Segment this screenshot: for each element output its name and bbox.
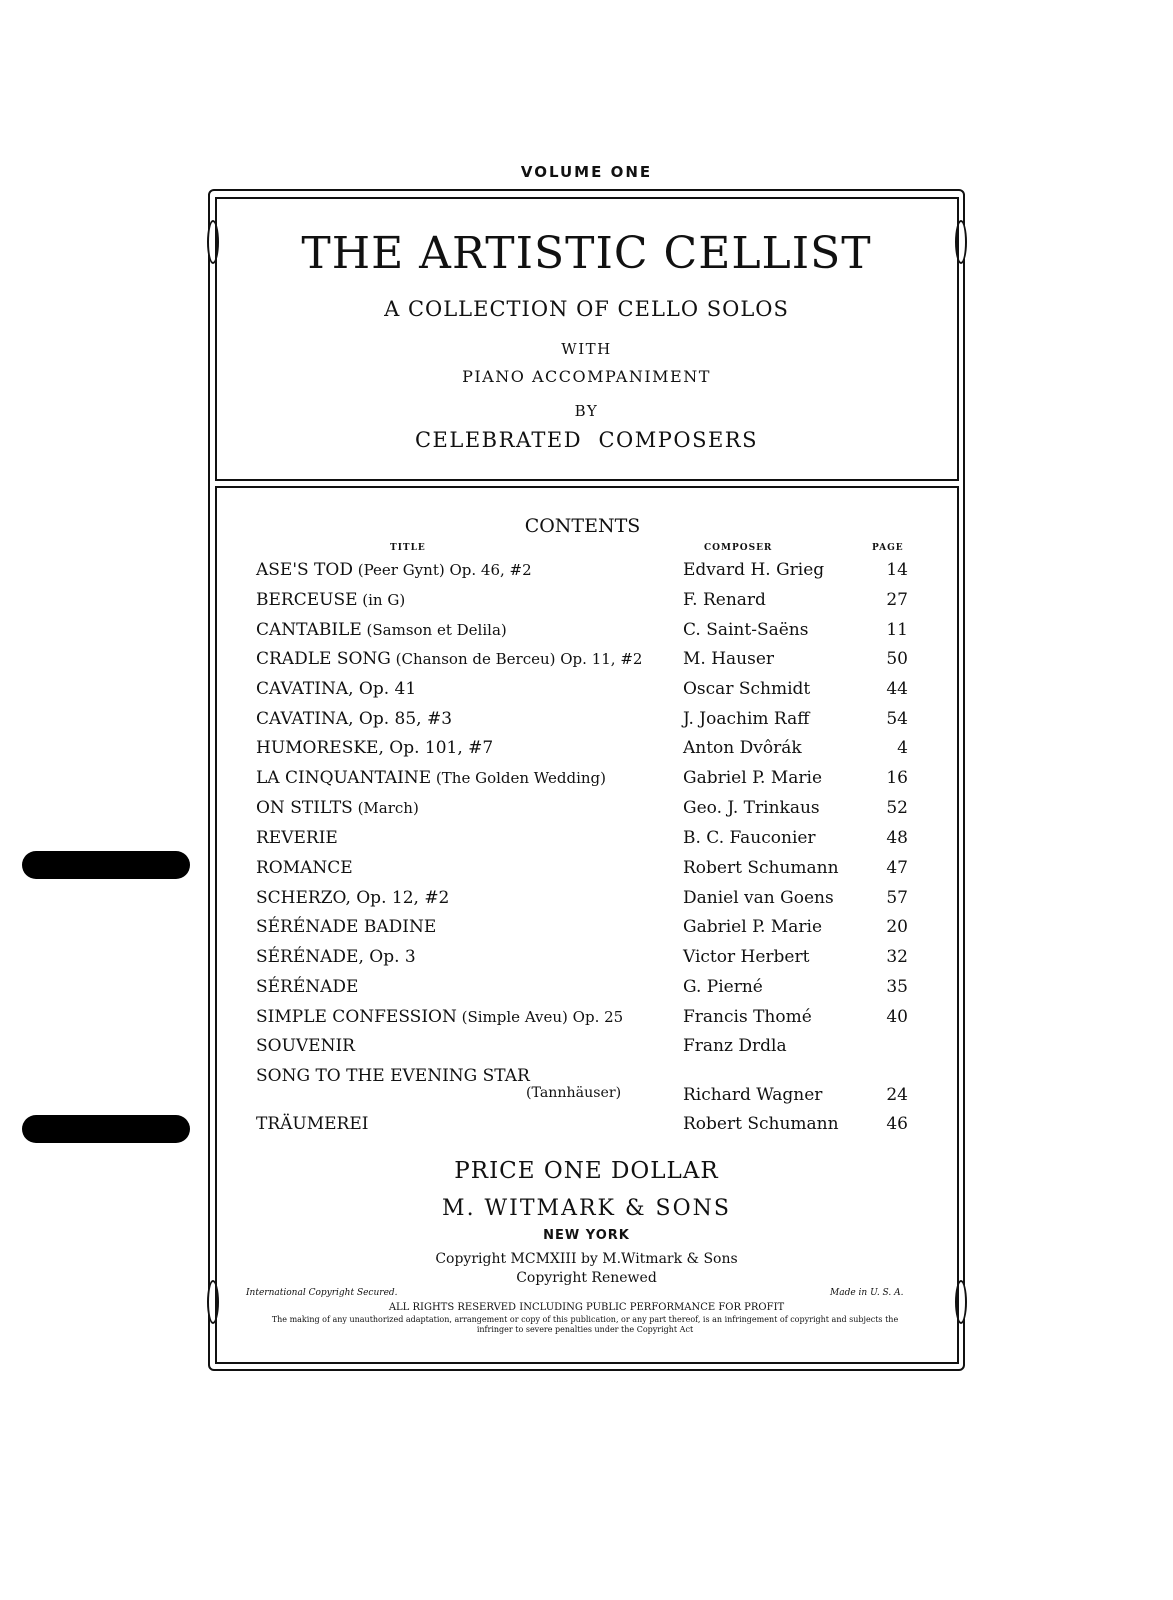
title-subtitle: (Tannhäuser) [526,1085,622,1101]
row-composer: Robert Schumann [683,858,839,878]
title-text: SONG TO THE EVENING STAR [256,1066,530,1086]
row-page: 47 [886,858,908,878]
row-page: 32 [886,947,908,967]
row-composer: Robert Schumann [683,1114,839,1134]
row-title [256,738,493,758]
row-title [256,768,606,788]
row-title [256,977,358,997]
title-text: LA CINQUANTAINE [256,768,432,788]
row-title [256,709,452,729]
contents-row [256,1007,916,1035]
book-subtitle: A COLLECTION OF CELLO SOLOS [384,297,789,321]
copyright-renewed: Copyright Renewed [516,1270,657,1286]
row-composer: B. C. Fauconier [683,828,816,848]
row-page: 44 [886,679,908,699]
row-page: 27 [886,590,908,610]
row-title [256,947,416,967]
contents-heading: CONTENTS [524,515,641,537]
title-text: SIMPLE CONFESSION [256,1007,457,1027]
contents-row [256,947,916,975]
row-composer: Daniel van Goens [683,888,834,908]
contents-row [256,1036,916,1064]
row-page: 50 [886,649,908,669]
row-title [256,828,338,848]
row-page: 16 [886,768,908,788]
title-text: SCHERZO, Op. 12, #2 [256,888,450,908]
title-subtitle: (in G) [357,591,406,609]
row-title [256,560,532,580]
row-composer: Gabriel P. Marie [683,917,823,937]
copyright-line: Copyright MCMXIII by M.Witmark & Sons [435,1251,738,1267]
contents-row [256,888,916,916]
row-composer: Francis Thomé [683,1007,812,1027]
composers-text: CELEBRATED COMPOSERS [414,428,758,452]
row-title [256,649,642,669]
row-page: 57 [886,888,908,908]
contents-row [256,828,916,856]
row-title [256,798,419,818]
title-subtitle: (Samson et Delila) [361,621,507,639]
redaction-bar [22,1115,190,1143]
title-text: HUMORESKE, Op. 101, #7 [256,738,494,758]
by-text: BY [574,402,599,420]
row-page: 54 [886,709,908,729]
row-page: 40 [886,1007,908,1027]
volume-label: VOLUME ONE [520,163,653,181]
column-header-page: PAGE [872,543,904,553]
row-composer: Victor Herbert [683,947,810,967]
contents-row [256,679,916,707]
title-text: SOUVENIR [256,1036,355,1056]
row-composer: Richard Wagner [683,1085,823,1105]
title-text: ON STILTS [256,798,353,818]
price: PRICE ONE DOLLAR [454,1158,719,1184]
row-composer: Gabriel P. Marie [683,768,823,788]
title-text: CANTABILE [256,620,362,640]
title-subtitle: (Simple Aveu) Op. 25 [456,1008,624,1026]
row-composer: Franz Drdla [683,1036,787,1056]
row-composer: J. Joachim Raff [683,709,810,729]
contents-row [256,738,916,766]
international-copyright: International Copyright Secured. [246,1288,398,1298]
with-text: WITH [561,340,612,358]
row-title [256,917,436,937]
contents-row [256,768,916,796]
row-title [256,679,416,699]
row-page: 14 [886,560,908,580]
legal-notice: The making of any unauthorized adaptation, arrangement or copy of this publication, or any part thereof, is an infringement of copyright and subjects the infringer to severe penalties under the Copyright Act [271,1315,899,1334]
title-text: SÉRÉNADE, Op. 3 [256,947,416,967]
row-page: 11 [886,620,908,640]
contents-row [256,1066,916,1105]
contents-row [256,620,916,648]
made-in-usa: Made in U. S. A. [830,1288,904,1298]
row-title [256,620,507,640]
row-title [256,1007,623,1027]
contents-row [256,1114,916,1142]
row-title [256,858,353,878]
contents-row [256,798,916,826]
row-page: 35 [886,977,908,997]
row-title [256,1066,530,1086]
row-composer: Anton Dvôrák [683,738,802,758]
row-page: 20 [886,917,908,937]
contents-row [256,560,916,588]
row-page: 4 [897,738,908,758]
title-text: BERCEUSE [256,590,358,610]
row-page: 48 [886,828,908,848]
row-page: 24 [886,1085,908,1105]
title-text: SÉRÉNADE [256,977,359,997]
contents-row [256,858,916,886]
column-header-title: TITLE [390,543,426,553]
title-text: CAVATINA, Op. 85, #3 [256,709,453,729]
row-title [256,590,405,610]
column-header-composer: COMPOSER [704,543,773,553]
title-text: ROMANCE [256,858,353,878]
title-subtitle: (March) [352,799,419,817]
publisher-city: NEW YORK [543,1228,630,1243]
title-text: CAVATINA, Op. 41 [256,679,417,699]
title-subtitle: (The Golden Wedding) [431,769,606,787]
row-composer: C. Saint-Saëns [683,620,809,640]
row-composer: M. Hauser [683,649,775,669]
title-text: TRÄUMEREI [256,1114,369,1134]
contents-row [256,917,916,945]
title-text: CRADLE SONG [256,649,391,669]
book-title: THE ARTISTIC CELLIST [301,228,872,279]
accompaniment-text: PIANO ACCOMPANIMENT [462,367,711,386]
row-title [256,888,449,908]
publisher: M. WITMARK & SONS [442,1196,731,1221]
contents-row [256,709,916,737]
title-text: REVERIE [256,828,338,848]
contents-row [256,649,916,677]
contents-row [256,977,916,1005]
row-composer: F. Renard [683,590,766,610]
row-title [256,1114,368,1134]
title-subtitle: (Peer Gynt) Op. 46, #2 [352,561,532,579]
title-text: SÉRÉNADE BADINE [256,917,437,937]
row-composer: Geo. J. Trinkaus [683,798,820,818]
title-subtitle: (Chanson de Berceu) Op. 11, #2 [390,650,643,668]
row-page: 46 [886,1114,908,1134]
row-composer: G. Pierné [683,977,763,997]
contents-row [256,590,916,618]
row-title [256,1036,355,1056]
redaction-bar [22,851,190,879]
row-page: 52 [886,798,908,818]
row-composer: Edvard H. Grieg [683,560,825,580]
row-composer: Oscar Schmidt [683,679,811,699]
rights-reserved: ALL RIGHTS RESERVED INCLUDING PUBLIC PERFORMANCE FOR PROFIT [388,1302,785,1313]
title-text: ASE'S TOD [256,560,353,580]
